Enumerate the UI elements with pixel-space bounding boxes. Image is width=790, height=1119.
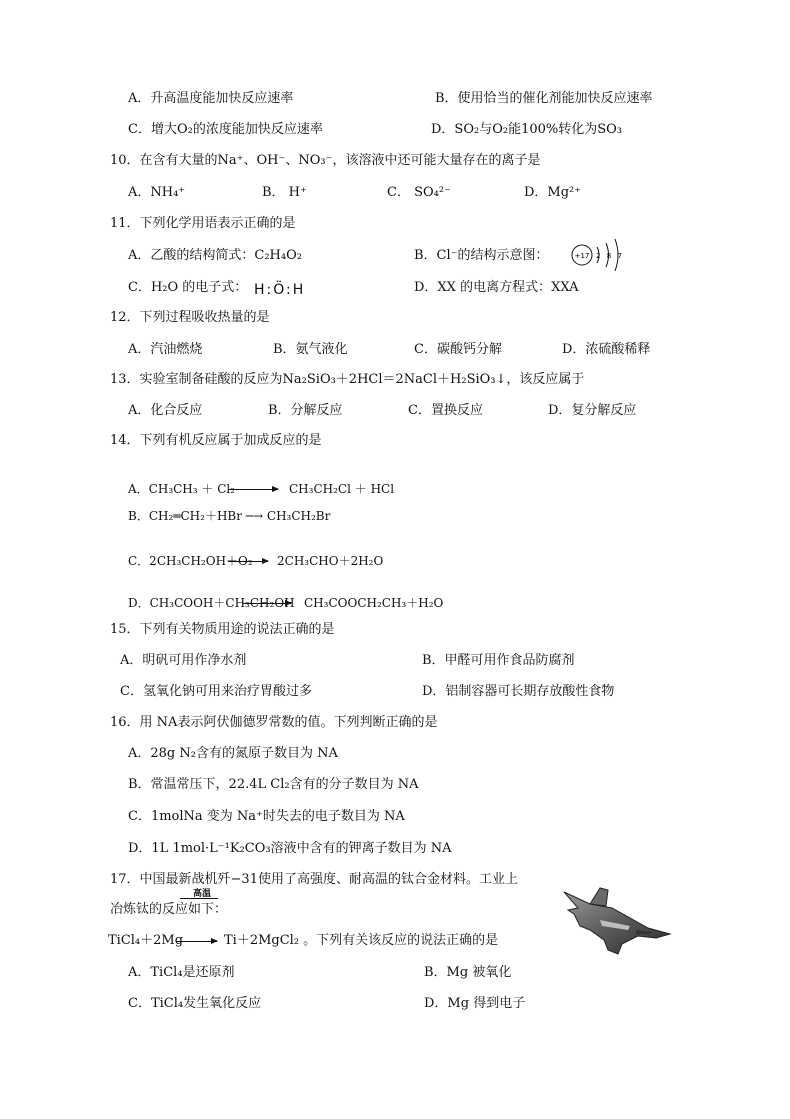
q14-option-a-products: CH₃CH₂Cl ＋ HCl [289,482,395,496]
q13-option-c: C．置换反应 [408,403,483,418]
q11-stem: 11．下列化学用语表示正确的是 [110,216,296,231]
q17-option-a: A．TiCl₄是还原剂 [128,965,235,980]
q16-option-a: A．28g N₂含有的氮原子数目为 NA [128,746,338,761]
condition-underline [180,898,218,899]
q17-equation-left: TiCl₄＋2Mg [108,933,184,948]
q12-option-a: A．汽油燃烧 [128,342,203,357]
q16-option-c: C．1molNa 变为 Na⁺时失去的电子数目为 NA [128,809,405,824]
q15-option-c: C．氢氧化钠可用来治疗胃酸过多 [120,684,312,699]
q11-option-a: A．乙酸的结构简式：C₂H₄O₂ [128,248,302,263]
q12-option-c: C．碳酸钙分解 [414,342,502,357]
q10-option-c: C． SO₄²⁻ [387,185,451,200]
reaction-arrow [243,603,291,604]
q15-stem: 15．下列有关物质用途的说法正确的是 [110,622,335,637]
reaction-arrow [228,489,278,490]
q14-option-a-reactants: A．CH₃CH₃ ＋ Cl₂ [128,482,236,496]
nucleus-charge: +17 [574,252,590,260]
q11-option-b: B．Cl⁻的结构示意图： [414,248,549,263]
q17-option-c: C．TiCl₄发生氧化反应 [128,996,262,1011]
reaction-arrow [177,941,217,942]
q16-option-b: B．常温常压下，22.4L Cl₂含有的分子数目为 NA [128,777,419,792]
q16-stem: 16．用 NA表示阿伏伽德罗常数的值。下列判断正确的是 [110,715,438,730]
q16-option-d: D．1L 1mol·L⁻¹K₂CO₃溶液中含有的钾离子数目为 NA [128,841,452,856]
q14-option-c-reactants: C．2CH₃CH₂OH＋O₂ [128,554,253,568]
q13-stem: 13．实验室制备硅酸的反应为Na₂SiO₃＋2HCl＝2NaCl＋H₂SiO₃↓，该反应属于 [110,372,585,387]
q14-option-d-reactants: D．CH₃COOH＋CH₃CH₂OH [128,596,295,610]
q13-option-b: B．分解反应 [268,403,343,418]
q11-option-d: D．XX 的电离方程式：XXA [414,280,579,295]
q10-option-d: D．Mg²⁺ [524,185,582,200]
q15-option-a: A．明矾可用作净水剂 [120,653,247,668]
q17-option-d: D．Mg 得到电子 [424,996,526,1011]
q10-option-b: B． H⁺ [262,185,307,200]
reaction-condition: 高温 [193,889,212,899]
q12-option-b: B．氨气液化 [273,342,348,357]
electron-shells: 2 8 7 [596,252,622,260]
q17-option-b: B．Mg 被氧化 [424,965,512,980]
q12-option-d: D．浓硫酸稀释 [562,342,651,357]
q15-option-b: B．甲醛可用作食品防腐剂 [422,653,575,668]
q14-option-c-products: 2CH₃CHO＋2H₂O [277,554,384,568]
q9-option-c: C．增大O₂的浓度能加快反应速率 [128,122,323,137]
reaction-arrow [228,561,268,562]
fighter-jet-image [560,884,672,956]
q17-stem-line2: 冶炼钛的反应如下： [110,902,228,917]
q14-option-b: B．CH₂═CH₂＋HBr ─→ CH₃CH₂Br [128,509,331,523]
water-electron-formula: H:Ö:H [254,282,306,298]
q12-stem: 12．下列过程吸收热量的是 [110,310,270,325]
chloride-ion-structure-diagram [570,236,626,274]
q11-option-c: C．H₂O 的电子式： [128,280,248,295]
q10-stem: 10．在含有大量的Na⁺、OH⁻、NO₃⁻，该溶液中还可能大量存在的离子是 [110,153,541,168]
q14-stem: 14．下列有机反应属于加成反应的是 [110,433,322,448]
q10-option-a: A．NH₄⁺ [128,185,186,200]
q13-option-d: D．复分解反应 [548,403,637,418]
q13-option-a: A．化合反应 [128,403,203,418]
q9-option-b: B．使用恰当的催化剂能加快反应速率 [435,91,653,106]
q17-stem-line1: 17．中国最新战机歼−31使用了高强度、耐高温的钛合金材料。工业上 [110,872,518,887]
q17-equation-right: Ti＋2MgCl₂ 。下列有关该反应的说法正确的是 [224,933,499,948]
q14-option-d-products: CH₃COOCH₂CH₃＋H₂O [304,596,444,610]
q9-option-d: D．SO₂与O₂能100%转化为SO₃ [431,122,623,137]
q9-option-a: A．升高温度能加快反应速率 [128,91,294,106]
q15-option-d: D．铝制容器可长期存放酸性食物 [422,684,615,699]
